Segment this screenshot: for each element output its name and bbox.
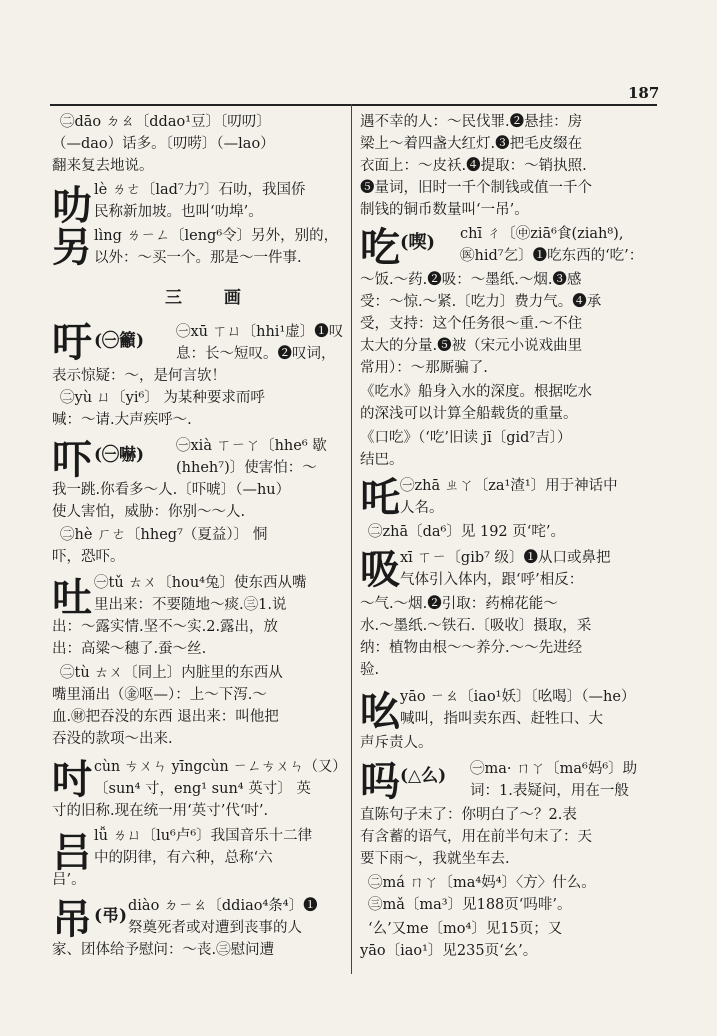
headword-xu-variant: (㊀籲): [94, 331, 145, 351]
right-line-7: ㊩hid⁷乞〕❶吃东西的‘吃’：: [460, 248, 644, 264]
left-line-10: 表示惊疑：～，是何言欤！: [52, 368, 226, 384]
right-line-32: 有含蓄的语气，用在前半句末了：天: [360, 829, 592, 845]
left-line-13: ㊀xià ㄒㄧㄚ〔hhe⁶ 歇: [176, 438, 327, 454]
headword-yao: 吆: [360, 688, 400, 735]
right-line-18: 人名。: [400, 500, 444, 516]
right-line-34: ㊁má ㄇㄚ〔ma⁴妈⁴〕〈方〉什么。: [368, 875, 596, 891]
left-line-20: 里出来：不要随地～痰.㊂1.说: [94, 597, 287, 613]
headword-diao: 吊: [52, 896, 92, 943]
right-line-1: 遇不幸的人：～民伐罪.❷悬挂：房: [360, 114, 583, 130]
column-divider: [351, 104, 352, 974]
right-line-9: 受：～惊.～紧.〔吃力〕费力气。❹承: [360, 294, 602, 310]
left-line-23: ㊁tù ㄊㄨ〔同上〕内脏里的东西从: [60, 665, 283, 681]
right-line-37: yāo〔iao¹〕见235页‘幺’。: [360, 943, 538, 959]
left-line-22: 出：高粱～穗了.蚕～丝.: [52, 641, 207, 657]
left-line-1: ㊁dāo ㄉㄠ〔ddao¹豆〕〔叨叨〕: [60, 114, 271, 130]
right-line-6: chī ㄔ〔㊥ziā⁶食(ziah⁸),: [460, 226, 624, 242]
headword-xi: 吸: [360, 546, 400, 593]
headword-tu: 吐: [52, 574, 92, 621]
left-line-2: （—dao）话多。〔叨唠〕（—lao）: [52, 136, 275, 152]
right-line-4: ❺量词，旧时一千个制钱或值一千个: [360, 180, 592, 196]
right-line-22: ～气.～烟.❷引取：药棉花能～: [360, 596, 558, 612]
left-line-32: 吕’。: [52, 872, 86, 888]
left-line-35: 家、团体给予慰问：～丧.㊂慰问遭: [52, 942, 275, 958]
right-line-10: 受，支持：这个任务很～重.～不住: [360, 316, 583, 332]
left-line-30: lǚ ㄌㄩ〔lu⁶卢⁶〕我国音乐十二律: [94, 828, 313, 844]
headword-xu: 吁: [52, 319, 92, 366]
right-line-5: 制钱的铜币数量叫‘一吊’。: [360, 202, 529, 218]
left-line-4: lè ㄌㄜ〔lad⁷力⁷〕石叻，我国侨: [94, 182, 306, 198]
right-line-3: 衣面上：～皮袄.❹提取：～销执照.: [360, 158, 587, 174]
left-line-11: ㊁yù ㄩ〔yi⁶〕 为某种要求而呼: [60, 390, 265, 406]
left-line-27: cùn ㄘㄨㄣ yīngcùn ㄧㄥㄘㄨㄣ（又）: [94, 759, 347, 775]
left-line-7: 以外：～买一个。那是～一件事.: [94, 250, 302, 266]
headword-zha: 吒: [360, 474, 400, 521]
headword-xia-variant: (㊀嚇): [94, 445, 145, 465]
headword-ma-variant: (△么): [400, 766, 447, 786]
right-line-25: 验.: [360, 662, 380, 678]
section-heading: 三 画: [165, 288, 259, 308]
left-line-3: 翻来复去地说。: [52, 158, 154, 174]
left-line-26: 吞没的款项～出来.: [52, 731, 173, 747]
right-line-14: 的深浅可以计算全船载货的重量。: [360, 406, 578, 422]
right-line-26: yāo ㄧㄠ〔iao¹妖〕〔吆喝〕（—he）: [400, 689, 636, 705]
right-line-36: ‘么’又me〔mo⁴〕见15页；又: [368, 921, 563, 937]
headword-diao-variant: (弔): [94, 906, 128, 926]
headword-lu: 吕: [52, 829, 92, 876]
right-line-8: ～饭.～药.❷吸：～墨纸.～烟.❸感: [360, 272, 582, 288]
right-line-21: 气体引入体内，跟‘呼’相反：: [400, 572, 584, 588]
left-line-15: 我一跳.你看多～人.〔吓唬〕（—hu）: [52, 482, 291, 498]
right-line-23: 水.～墨纸.～铁石.〔吸收〕摄取，采: [360, 618, 592, 634]
left-line-9: 息：长～短叹。❷叹词，: [176, 346, 336, 362]
right-line-13: 《吃水》船身入水的深度。根据吃水: [360, 384, 592, 400]
left-line-5: 民称新加坡。也叫‘叻埠’。: [94, 204, 263, 220]
left-line-6: lìng ㄌㄧㄥ〔leng⁶令〕另外，别的，: [94, 228, 339, 244]
right-line-28: 声斥责人。: [360, 735, 433, 751]
left-line-17: ㊁hè ㄏㄜ〔hheg⁷（夏益）〕 恫: [60, 527, 268, 543]
right-line-12: 常用）：～那厮骗了.: [360, 360, 488, 376]
left-line-14: (hheh⁷)〕使害怕：～: [176, 460, 317, 476]
right-line-24: 纳：植物由根～～养分.～～先进经: [360, 640, 583, 656]
right-line-11: 太大的分量.❺被（宋元小说戏曲里: [360, 338, 583, 354]
headword-ma: 吗: [360, 758, 400, 805]
left-line-34: 祭奠死者或对遭到丧事的人: [128, 920, 302, 936]
left-line-31: 中的阴律，有六种，总称‘六: [94, 850, 273, 866]
headword-xia: 吓: [52, 436, 92, 483]
right-line-27: 喊叫，指叫卖东西、赶牲口、大: [400, 711, 603, 727]
left-line-25: 血.㊖把吞没的东西 退出来：叫他把: [52, 709, 279, 725]
right-line-19: ㊁zhā〔da⁶〕见 192 页‘咤’。: [368, 524, 565, 540]
left-line-21: 出：～露实情.坚不～实.2.露出，放: [52, 619, 279, 635]
headword-cun: 吋: [52, 756, 92, 803]
right-line-29: ㊀ma· ㄇㄚ〔ma⁶妈⁶〕助: [470, 761, 638, 777]
left-line-28: 〔sun⁴ 寸，eng¹ sun⁴ 英寸〕 英: [94, 781, 311, 797]
headword-le: 叻: [52, 182, 92, 229]
left-line-24: 嘴里涌出（㊎呕—）：上～下泻.～: [52, 687, 267, 703]
left-line-18: 吓，恐吓。: [52, 549, 125, 565]
left-line-29: 寸的旧称.现在统一用‘英寸’代‘吋’.: [52, 803, 269, 819]
right-line-30: 词：1.表疑问，用在一般: [470, 783, 629, 799]
right-line-33: 要下雨～，我就坐车去.: [360, 851, 510, 867]
headword-chi: 吃: [360, 224, 400, 271]
right-line-16: 结巴。: [360, 452, 404, 468]
right-line-17: ㊀zhā ㄓㄚ〔za¹渣¹〕用于神话中: [400, 478, 618, 494]
left-line-19: ㊀tǔ ㄊㄨ〔hou⁴兔〕使东西从嘴: [94, 575, 307, 591]
headword-ling: 另: [52, 224, 92, 271]
left-line-16: 使人害怕，威胁：你别～～人.: [52, 504, 246, 520]
right-line-2: 梁上～着四盏大红灯.❸把毛皮缀在: [360, 136, 583, 152]
right-line-35: ㊂mǎ〔ma³〕见188页‘吗啡’。: [368, 897, 572, 913]
right-line-20: xī ㄒㄧ〔gib⁷ 级〕❶从口或鼻把: [400, 550, 611, 566]
right-line-31: 直陈句子末了：你明白了～？2.表: [360, 807, 577, 823]
left-line-8: ㊀xū ㄒㄩ〔hhi¹虚〕❶叹: [176, 324, 344, 340]
left-line-12: 喊：～请.大声疾呼～.: [52, 412, 192, 428]
headword-chi-variant: (喫): [400, 232, 436, 253]
header-rule: [50, 104, 657, 106]
left-line-33: diào ㄉㄧㄠ〔ddiao⁴条⁴〕❶: [128, 898, 318, 914]
right-line-15: 《口吃》（‘吃’旧读 jī〔gid⁷吉〕）: [360, 430, 572, 446]
page-number: 187: [628, 84, 660, 102]
